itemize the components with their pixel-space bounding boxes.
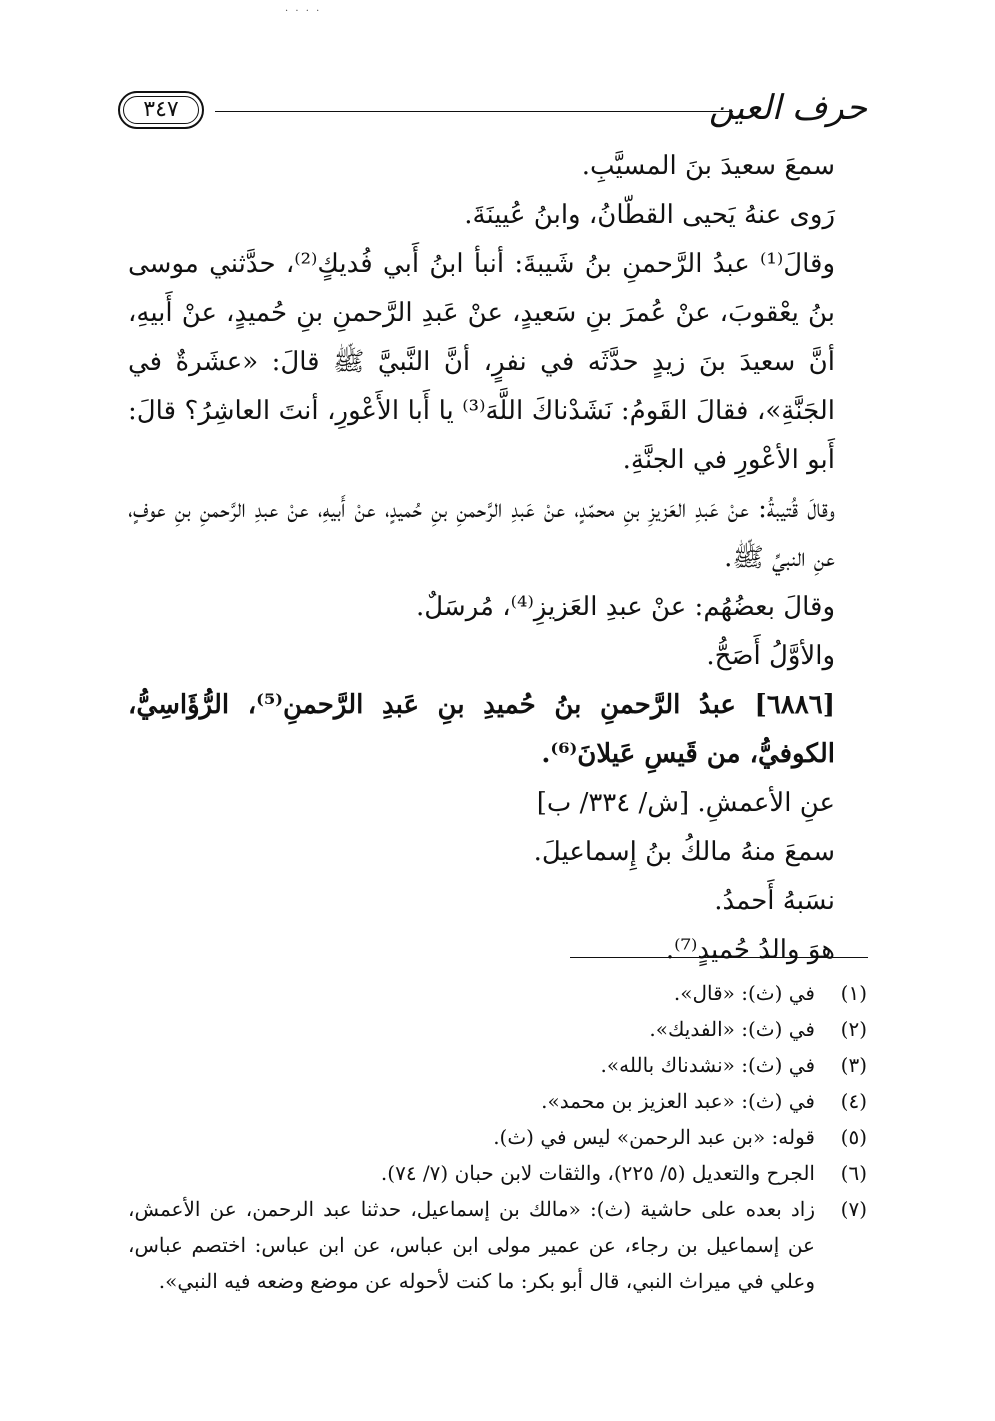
main-text (128, 142, 867, 975)
footnotes (128, 975, 867, 1299)
footnote-separator (570, 957, 868, 958)
footnote (128, 1155, 867, 1191)
text-line: عنِ الأعمشِ. [ش/ ٣٣٤/ ب] (536, 788, 835, 818)
footnote-text: زاد بعده على حاشية (ث): «مالك بن إسماعيل، حدثنا عبد الرحمن، عن الأعمش، عن إسماعيل بن رجاء، عن عمير مولى ابن عباس، عن ابن عباس: اختصم عباس، وعلي في ميراث النبي، قال أبو بكر: ما كنت لأحوله عن موضع وضعه فيه النبي». (128, 1197, 815, 1293)
page-number: ٣٤٧ (118, 91, 204, 129)
footnote (128, 1083, 867, 1119)
footnote (128, 975, 867, 1011)
text-line: سمعَ منهُ مالكُ بنُ إِسماعيلَ. (533, 837, 835, 867)
text-line: وقالَ بعضُهُم: عنْ عبدِ العَزيزِ⁽⁴⁾، مُرسَلٌ. (415, 592, 835, 622)
footnote-number: (٣) (840, 1053, 867, 1077)
footnote-text: قوله: «بن عبد الرحمن» ليس في (ث). (493, 1125, 815, 1149)
footnote-number: (٧) (840, 1197, 867, 1221)
scan-mark: · · · · (285, 6, 322, 17)
footnote-text: في (ث): «الفديك». (649, 1017, 815, 1041)
header-rule (215, 111, 733, 112)
footnote-text: الجرح والتعديل (٥/ ٢٢٥)، والثقات لابن حبان (٧/ ٧٤). (380, 1161, 815, 1185)
text-paragraph: وقالَ⁽¹⁾ عبدُ الرَّحمنِ بنُ شَيبةَ: أنبأ ابنُ أَبي فُديكٍ⁽²⁾، حدَّثني موسى بنُ يعْقوبَ، عنْ عُمرَ بنِ سَعيدٍ، عنْ عَبدِ الرَّحمنِ بنِ حُميدٍ، عنْ أَبيهِ، أنَّ سعيدَ بنَ زيدٍ حدَّثَه في نفرٍ، أنَّ النَّبيَّ ﷺ قالَ: «عشَرةٌ في الجَنَّةِ»، فقالَ القَومُ: نَشَدْناكَ اللَّهَ⁽³⁾ يا أَبا الأَعْورِ، أنتَ العاشِرُ؟ قالَ: أَبو الأعْورِ في الجنَّةِ. (128, 249, 836, 475)
text-line: رَوى عنهُ يَحيى القطّانُ، وابنُ عُيينَةَ. (464, 200, 835, 230)
footnote-number: (١) (840, 981, 867, 1005)
text-line: هوَ والدُ حُميدٍ⁽⁷⁾. (665, 935, 835, 965)
footnote-text: في (ث): «قال». (673, 981, 815, 1005)
footnote (128, 1191, 867, 1299)
footnote-number: (٤) (840, 1089, 867, 1113)
footnote-text: في (ث): «نشدناك بالله». (600, 1053, 815, 1077)
entry-heading: [٦٨٨٦] عبدُ الرَّحمنِ بنُ حُميدِ بنِ عَبدِ الرَّحمنِ⁽⁵⁾، الرُّؤَاسِيُّ، الكوفيُّ، من قَيسِ عَيلانَ⁽⁶⁾. (128, 690, 835, 769)
running-header-title: حرف العين (708, 88, 867, 128)
text-line: نسَبهُ أَحمدُ. (714, 886, 835, 916)
footnote-number: (٢) (840, 1017, 867, 1041)
footnote (128, 1011, 867, 1047)
footnote (128, 1047, 867, 1083)
text-paragraph: وقالَ قُتيبةُ: عنْ عَبدِ العَزيزِ بنِ محمّدٍ، عنْ عَبدِ الرَّحمنِ بنِ حُميدٍ، عنْ أَبيهِ، عنْ عبدِ الرَّحمنِ بنِ عوفٍ، عنِ النبيِّ ﷺ. (128, 494, 835, 573)
footnote (128, 1119, 867, 1155)
footnote-number: (٥) (840, 1125, 867, 1149)
footnote-text: في (ث): «عبد العزيز بن محمد». (541, 1089, 815, 1113)
text-line: والأوَّلُ أَصَحُّ. (706, 641, 835, 671)
text-line: سمعَ سعيدَ بنَ المسيَّبِ. (581, 151, 835, 181)
footnote-number: (٦) (840, 1161, 867, 1185)
